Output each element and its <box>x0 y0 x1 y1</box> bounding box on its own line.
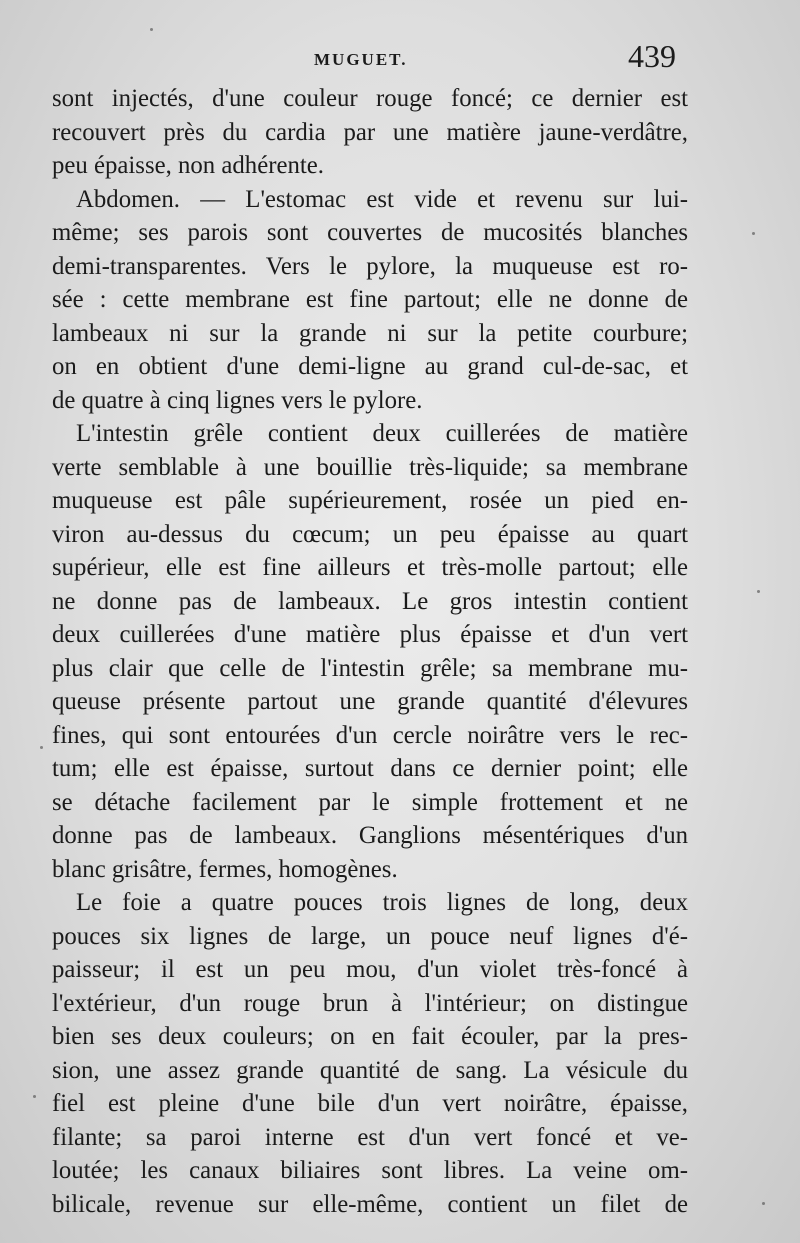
paragraph-start-line: L'intestin grêle contient deux cuillerées de matière <box>76 420 688 447</box>
text-line: deux cuillerées d'une matière plus épaisse et d'un vert <box>52 621 688 648</box>
ink-speck <box>150 28 153 31</box>
text-line: recouvert près du cardia par une matière jaune-verdâtre, <box>52 118 688 146</box>
text-line: paisseur; il est un peu mou, d'un violet très-foncé à <box>52 956 688 983</box>
text-line: supérieur, elle est fine ailleurs et très-molle partout; elle <box>52 554 688 581</box>
text-line: sée : cette membrane est fine partout; elle ne donne de <box>52 286 688 313</box>
body-text <box>52 82 688 1221</box>
text-line: viron au-dessus du cœcum; un peu épaisse au quart <box>52 520 688 548</box>
ink-speck <box>757 590 760 593</box>
text-line: queuse présente partout une grande quantité d'élevures <box>52 688 688 715</box>
text-line: fiel est pleine d'une bile d'un vert noirâtre, épaisse, <box>52 1090 688 1117</box>
text-line: bien ses deux couleurs; on en fait écouler, par la pres- <box>52 1023 688 1050</box>
text-line: même; ses parois sont couvertes de mucosités blanches <box>52 219 688 246</box>
text-line: verte semblable à une bouillie très-liquide; sa membrane <box>52 453 688 481</box>
text-line: lambeaux ni sur la grande ni sur la petite courbure; <box>52 319 688 347</box>
text-line: bilicale, revenue sur elle-même, contient un filet de <box>52 1190 688 1218</box>
paragraph-start-line: Le foie a quatre pouces trois lignes de long, deux <box>76 889 688 916</box>
text-line: blanc grisâtre, fermes, homogènes. <box>52 855 398 883</box>
text-line: muqueuse est pâle supérieurement, rosée un pied en- <box>52 487 688 514</box>
text-line: peu épaisse, non adhérente. <box>52 152 324 179</box>
text-line: sont injectés, d'une couleur rouge foncé; ce dernier est <box>52 85 688 112</box>
text-line: tum; elle est épaisse, surtout dans ce dernier point; elle <box>52 755 688 782</box>
text-line: filante; sa paroi interne est d'un vert foncé et ve- <box>52 1123 688 1151</box>
text-line: se détache facilement par le simple frottement et ne <box>52 788 688 816</box>
text-line: pouces six lignes de large, un pouce neuf lignes d'é- <box>52 922 688 950</box>
text-line: plus clair que celle de l'intestin grêle; sa membrane mu- <box>52 654 688 682</box>
ink-speck <box>40 746 43 749</box>
text-line: on en obtient d'une demi-ligne au grand cul-de-sac, et <box>52 353 688 380</box>
text-line: demi-transparentes. Vers le pylore, la muqueuse est ro- <box>52 252 688 280</box>
text-line: loutée; les canaux biliaires sont libres. La veine om- <box>52 1157 688 1184</box>
page-number: 439 <box>628 38 676 74</box>
ink-speck <box>752 232 755 235</box>
ink-speck <box>762 1202 765 1205</box>
text-line: de quatre à cinq lignes vers le pylore. <box>52 386 423 414</box>
ink-speck <box>33 1095 36 1098</box>
text-line: fines, qui sont entourées d'un cercle noirâtre vers le rec- <box>52 721 688 749</box>
text-line: donne pas de lambeaux. Ganglions mésentériques d'un <box>52 822 688 849</box>
text-line: l'extérieur, d'un rouge brun à l'intérieur; on distingue <box>52 989 688 1017</box>
text-line: ne donne pas de lambeaux. Le gros intestin contient <box>52 587 688 615</box>
page-header <box>0 0 800 80</box>
text-line: sion, une assez grande quantité de sang. La vésicule du <box>52 1056 688 1084</box>
paragraph-start-line: Abdomen. — L'estomac est vide et revenu sur lui- <box>76 185 688 213</box>
running-head: MUGUET. <box>314 50 408 69</box>
